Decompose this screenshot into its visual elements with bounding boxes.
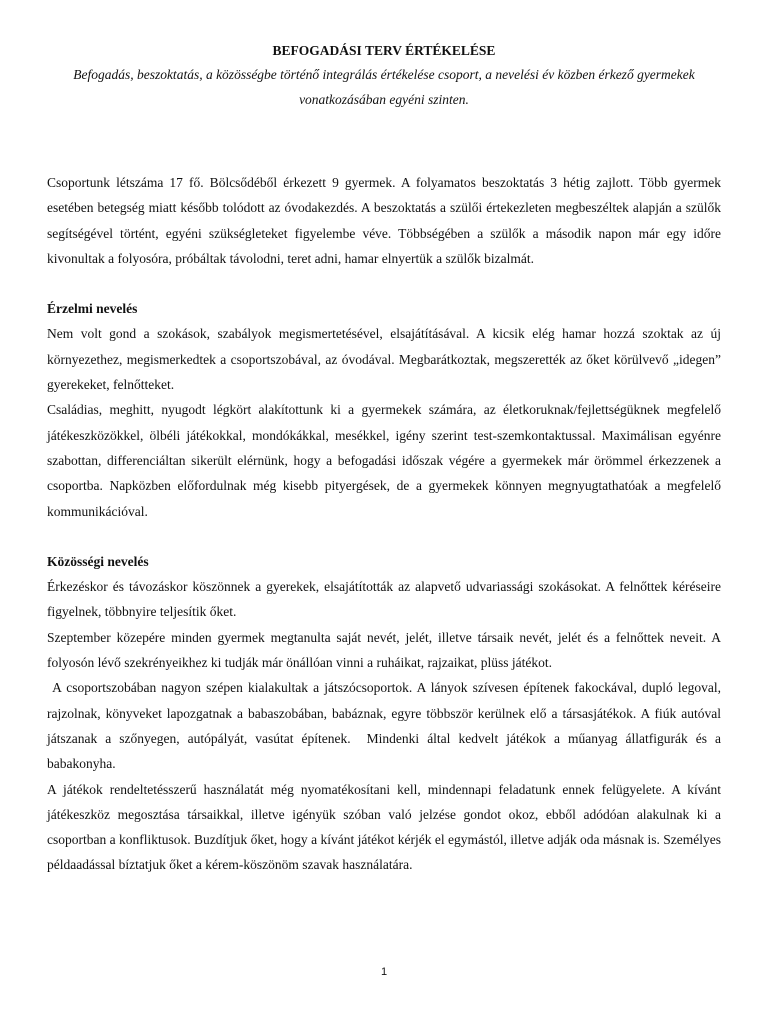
section-heading-community: Közösségi nevelés bbox=[47, 553, 149, 569]
section-paragraph: Érkezéskor és távozáskor köszönnek a gyerekek, elsajátították az alapvető udvariassági szokásokat. A felnőttek kéréseire figyelnek, többnyire teljesítik őket. bbox=[47, 579, 721, 620]
section-paragraph: A csoportszobában nagyon szépen kialakultak a játszócsoportok. A lányok szívesen építenek fakockával, dupló legoval, rajzolnak, könyveket lapozgatnak a babaszobában, babáznak, egyre többször kerülnek elő a társasjátékok. A fiúk autóval játszanak a szőnyegen, autópályát, vasútat építenek. Mindenki által kedvelt játékok a műanyag állatfigurák és a babakonyha. bbox=[47, 680, 721, 772]
section-heading-emotional: Érzelmi nevelés bbox=[47, 301, 138, 317]
section-paragraph: Szeptember közepére minden gyermek megtanulta saját nevét, jelét, illetve társaik nevét, jelét és a felnőttek neveit. A folyosón lévő szekrényeikhez ki tudják már önállóan vinni a ruháikat, rajzaikat, plüss játékot. bbox=[47, 629, 721, 671]
section-paragraph: Családias, meghitt, nyugodt légkört alakítottunk ki a gyermekek számára, az életkoruknak/fejlettségüknek megfelelő játékeszközökkel, ölbéli játékokkal, mondókákkal, mesékkel, igény szerint test-szemkontaktussal. Maximálisan egyénre szabottan, differenciáltan sikerült elérnünk, hogy a befogadási időszak végére a gyermekek már örömmel érkezzenek a csoportba. Napközben előfordulnak még kisebb pityergések, de a gyermekek könnyen megnyugtathatóak a megfelelő kommunikációval. bbox=[47, 402, 721, 519]
section-paragraph: A játékok rendeltetésszerű használatát még nyomatékosítani kell, mindennapi feladatunk ennek felügyelete. A kívánt játékeszköz megosztása társaikkal, illetve igényük szóban való jelzése gondot okoz, ebből adódóan alakulnak ki a csoportban a konfliktusok. Buzdítjuk őket, hogy a kívánt játékot kérjék el egymástól, illetve adják oda másnak is. Személyes példaadással bíztatjuk őket a kérem-köszönöm szavak használatára. bbox=[47, 781, 721, 873]
document-subtitle: Befogadás, beszoktatás, a közösségbe történő integrálás értékelése csoport, a nevelési év közben érkező gyermekek vonatkozásában egyéni szinten. bbox=[73, 67, 695, 107]
intro-paragraph: Csoportunk létszáma 17 fő. Bölcsődéből érkezett 9 gyermek. A folyamatos beszoktatás 3 hétig zajlott. Több gyermek esetében betegség miatt később tolódott az óvodakezdés. A beszoktatás a szülői értekezleten megbeszéltek alapján a szülők segítségével történt, egyéni szükségleteket figyelembe véve. Többségében a szülők a második napon már egy időre kivonultak a folyosóra, próbáltak távolodni, teret adni, hamar elnyertük a szülők bizalmát. bbox=[47, 175, 721, 266]
section-paragraph: Nem volt gond a szokások, szabályok megismertetésével, elsajátításával. A kicsik elég hamar hozzá szoktak az új környezethez, megismerkedtek a csoportszobával, az óvodával. Megbarátkoztak, megszerették az őket körülvevő „idegen” gyerekeket, felnőtteket. bbox=[47, 326, 721, 393]
page-number: 1 bbox=[380, 966, 388, 978]
document-title: BEFOGADÁSI TERV ÉRTÉKELÉSE bbox=[272, 43, 496, 58]
document-page bbox=[47, 42, 721, 878]
